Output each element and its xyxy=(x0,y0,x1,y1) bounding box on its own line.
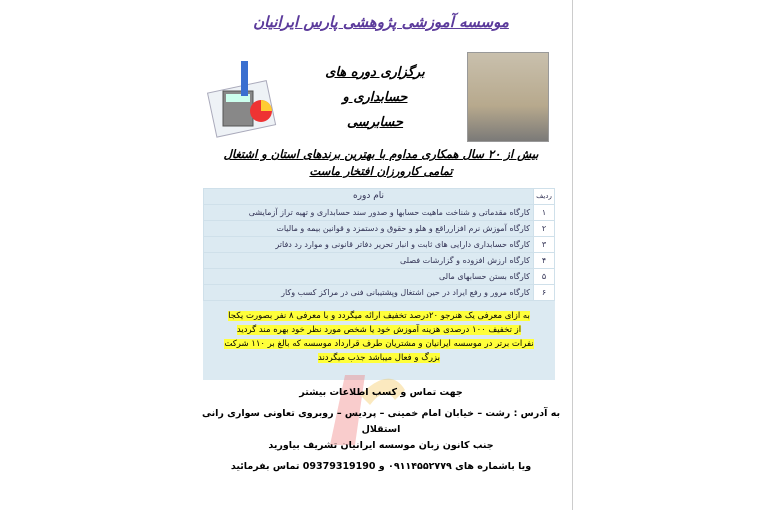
heading-line: برگزاری دوره های xyxy=(325,64,425,80)
phone-numbers: ویا باشماره های ۰۹۱۱۴۵۵۲۷۷۹ و 09379319190 تماس بفرمائید xyxy=(230,461,532,472)
table-row xyxy=(204,221,555,237)
row-num: ۴ xyxy=(534,253,555,269)
page-edge xyxy=(572,0,573,510)
row-num: ۲ xyxy=(534,221,555,237)
row-name: کارگاه حسابداری دارایی های ثابت و انبار تحریر دفاتر قانونی و موارد رد دفاتر xyxy=(204,237,534,253)
address-line: جنب کانون زبان موسسه ایرانیان تشریف بیاورید xyxy=(268,440,494,451)
tagline xyxy=(195,146,567,180)
address xyxy=(195,406,567,454)
header-name: نام دوره xyxy=(204,189,534,205)
tagline-line: بیش از ۲۰ سال همکاری مداوم با بهترین برندهای استان و اشتغال xyxy=(223,147,539,161)
promo-line: بزرگ و فعال میباشد جذب میگردند xyxy=(317,353,440,363)
contact-heading: جهت تماس و کسب اطلاعات بیشتر xyxy=(299,387,463,398)
row-name: کارگاه مقدماتی و شناخت ماهیت حسابها و صدور سند حسابداری و تهیه تراز آزمایشی xyxy=(204,205,534,221)
heading-line: حسابرسی xyxy=(346,114,404,130)
row-num: ۳ xyxy=(534,237,555,253)
header-block xyxy=(195,52,567,142)
row-name: کارگاه بستن حسابهای مالی xyxy=(204,269,534,285)
table-row xyxy=(204,253,555,269)
building-photo xyxy=(467,52,549,142)
institute-title: موسسه آموزشی پژوهشی پارس ایرانیان xyxy=(253,13,509,31)
contact-section xyxy=(195,385,567,481)
promo-line: نفرات برتر در موسسه ایرانیان و مشتریان طرف قرارداد موسسه که بالغ بر ۱۱۰ شرکت xyxy=(224,339,534,349)
row-name: کارگاه آموزش نرم افزارراقع و هلو و حقوق و دستمزد و قوانین بیمه و مالیات xyxy=(204,221,534,237)
row-name: کارگاه مرور و رفع ایراد در حین اشتغال وپشتیبانی فنی در مراکز کسب وکار xyxy=(204,285,534,301)
table-row xyxy=(204,285,555,301)
address-line: به آدرس : رشت – خیابان امام خمینی – پردیس – روبروی تعاونی سواری رانی استقلال xyxy=(201,408,561,435)
header-num: ردیف xyxy=(534,189,555,205)
table-row xyxy=(204,237,555,253)
row-name: کارگاه ارزش افزوده و گزارشات فصلی xyxy=(204,253,534,269)
table-row xyxy=(204,269,555,285)
row-num: ۶ xyxy=(534,285,555,301)
promo-line: به ازای معرفی یک هنرجو ۲۰درصد تخفیف ارائه میگردد و با معرفی ۸ نفر بصورت یکجا xyxy=(228,311,530,321)
table-header xyxy=(204,189,555,205)
row-num: ۱ xyxy=(534,205,555,221)
accounting-clipart xyxy=(203,56,283,138)
row-num: ۵ xyxy=(534,269,555,285)
courses-heading xyxy=(283,60,467,135)
heading-line: حسابداری و xyxy=(342,89,408,105)
courses-table xyxy=(203,188,555,301)
table-row xyxy=(204,205,555,221)
flyer-page xyxy=(195,0,567,481)
promo-line: از تخفیف ۱۰۰ درصدی هزینه آموزش خود یا شخص مورد نظر خود بهره مند گردید xyxy=(236,325,522,335)
tagline-line: تمامی کارورزان افتخار ماست xyxy=(309,164,453,178)
